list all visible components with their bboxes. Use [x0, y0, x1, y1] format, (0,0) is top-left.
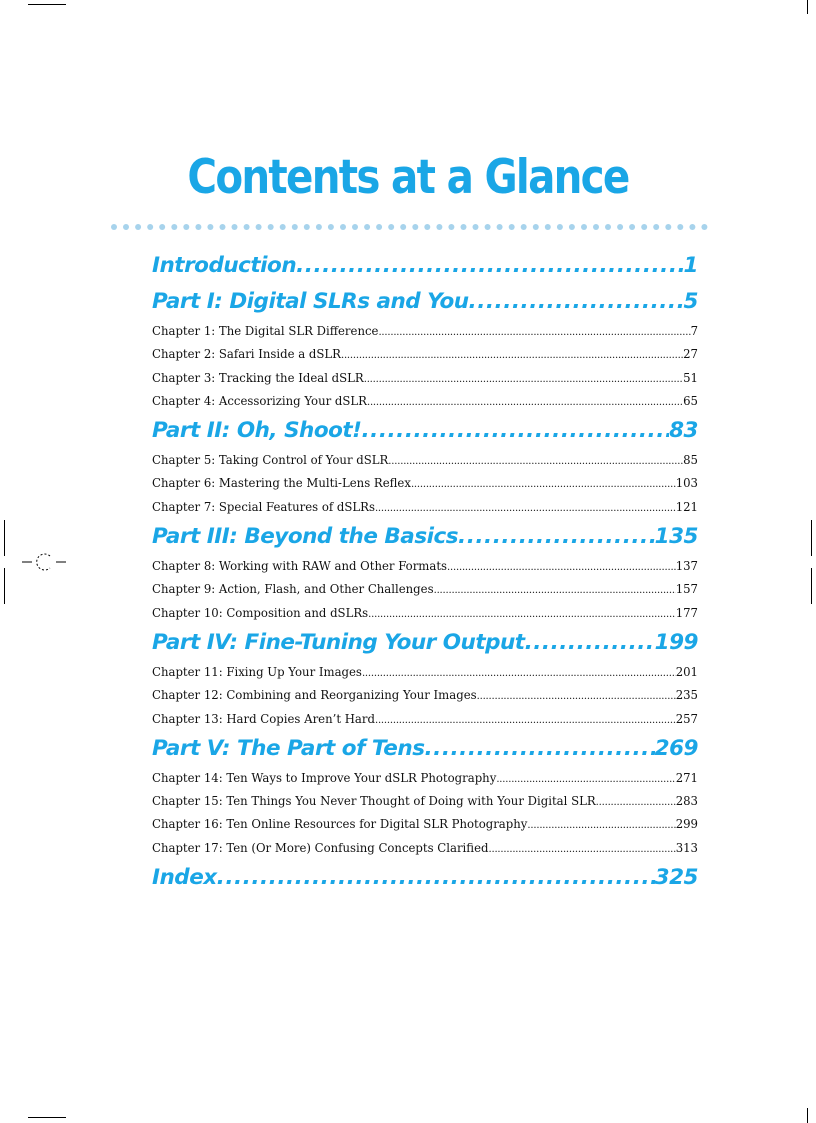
- page-number: 65: [683, 393, 698, 408]
- leader-dots: [458, 519, 655, 555]
- chapter-title: Chapter 9: Action, Flash, and Other Challenges: [152, 582, 434, 597]
- divider-dot: [135, 224, 141, 230]
- divider-dot: [111, 224, 117, 230]
- page-number: 313: [675, 840, 698, 855]
- divider-dot: [352, 224, 358, 230]
- leader-dots: [368, 603, 676, 625]
- registration-mark-icon: [22, 550, 66, 574]
- toc-chapter-entry[interactable]: [152, 790, 698, 813]
- divider-dot: [412, 224, 418, 230]
- crop-mark-right-bottom: [811, 568, 812, 604]
- toc-part-entry[interactable]: [152, 625, 698, 661]
- divider-dot: [220, 224, 226, 230]
- chapter-title: Chapter 1: The Digital SLR Difference: [152, 324, 379, 338]
- toc-part-entry[interactable]: [152, 284, 698, 320]
- leader-dots: [425, 731, 655, 767]
- leader-dots: [488, 838, 675, 860]
- chapter-title: Chapter 3: Tracking the Ideal dSLR: [152, 370, 364, 385]
- chapter-title: Chapter 7: Special Features of dSLRs: [152, 499, 375, 514]
- divider-dot: [617, 224, 623, 230]
- divider-dot: [183, 224, 189, 230]
- page-number: 51: [683, 370, 698, 385]
- divider-dot: [364, 224, 370, 230]
- toc-part-entry[interactable]: [152, 248, 698, 284]
- toc-chapter-entry[interactable]: [152, 661, 698, 684]
- toc-list: [152, 248, 698, 896]
- crop-mark-bottom-right: [807, 1108, 808, 1123]
- divider-dot: [605, 224, 611, 230]
- leader-dots: [596, 791, 676, 813]
- crop-mark-left-top: [4, 520, 5, 556]
- chapter-title: Chapter 13: Hard Copies Aren’t Hard: [152, 711, 375, 726]
- divider-dot: [497, 224, 503, 230]
- toc-chapter-entry[interactable]: [152, 555, 698, 578]
- divider-dot: [171, 224, 177, 230]
- chapter-title: Chapter 17: Ten (Or More) Confusing Concepts Clarified: [152, 840, 489, 855]
- toc-chapter-entry[interactable]: [152, 472, 698, 495]
- chapter-title: Chapter 2: Safari Inside a dSLR: [152, 347, 341, 362]
- divider-dot: [340, 224, 346, 230]
- divider-dot: [485, 224, 491, 230]
- leader-dots: [525, 625, 655, 661]
- part-title: Part IV: Fine-Tuning Your Output: [152, 629, 525, 655]
- page-number: 7: [690, 324, 698, 338]
- toc-chapter-entry[interactable]: [152, 837, 698, 860]
- leader-dots: [375, 497, 676, 519]
- toc-chapter-entry[interactable]: [152, 684, 698, 707]
- page-number: 157: [675, 582, 698, 597]
- leader-dots: [469, 284, 684, 320]
- part-title: Index: [152, 865, 217, 891]
- divider-dot: [473, 224, 479, 230]
- page-number: 269: [654, 735, 698, 761]
- part-title: Part I: Digital SLRs and You: [152, 289, 469, 314]
- page-number: 177: [675, 605, 698, 620]
- chapter-title: Chapter 10: Composition and dSLRs: [152, 605, 369, 620]
- divider-dot: [653, 224, 659, 230]
- toc-chapter-entry[interactable]: [152, 343, 698, 366]
- page-number: 299: [675, 817, 698, 832]
- chapter-title: Chapter 16: Ten Online Resources for Digital SLR Photography: [152, 817, 528, 832]
- page-number: 83: [669, 418, 698, 444]
- leader-dots: [447, 556, 676, 578]
- page-number: 235: [675, 688, 698, 703]
- page-number: 137: [675, 559, 698, 574]
- toc-chapter-entry[interactable]: [152, 708, 698, 731]
- divider-dot: [424, 224, 430, 230]
- divider-dot: [557, 224, 563, 230]
- chapter-title: Chapter 6: Mastering the Multi-Lens Reflex: [152, 476, 411, 491]
- divider-dot: [581, 224, 587, 230]
- chapter-title: Chapter 11: Fixing Up Your Images: [152, 664, 362, 679]
- page-number: 135: [654, 524, 698, 550]
- divider-dot: [256, 224, 262, 230]
- toc-chapter-entry[interactable]: [152, 578, 698, 601]
- divider-dot: [207, 224, 213, 230]
- divider-dot: [244, 224, 250, 230]
- divider-dot: [509, 224, 515, 230]
- divider-dot: [533, 224, 539, 230]
- leader-dots: [411, 473, 676, 495]
- page-number: 283: [675, 794, 698, 809]
- divider-dot: [641, 224, 647, 230]
- page-number: 199: [654, 629, 698, 655]
- page-number: 257: [675, 711, 698, 726]
- part-title: Introduction: [152, 253, 297, 278]
- leader-dots: [496, 768, 675, 790]
- leader-dots: [362, 413, 670, 449]
- crop-mark-top-right: [807, 0, 808, 14]
- crop-mark-left-bottom: [4, 568, 5, 604]
- divider-dot: [629, 224, 635, 230]
- dotted-divider: [0, 220, 816, 234]
- divider-dot: [232, 224, 238, 230]
- part-title: Part V: The Part of Tens: [152, 735, 425, 761]
- page-number: 27: [683, 347, 698, 362]
- leader-dots: [364, 368, 683, 390]
- divider-dot: [292, 224, 298, 230]
- leader-dots: [388, 450, 683, 472]
- page-number: 1: [683, 253, 698, 278]
- divider-dot: [436, 224, 442, 230]
- chapter-title: Chapter 8: Working with RAW and Other Formats: [152, 559, 448, 574]
- divider-dot: [147, 224, 153, 230]
- leader-dots: [434, 579, 676, 601]
- page-number: 5: [683, 289, 698, 314]
- part-title: Part III: Beyond the Basics: [152, 524, 459, 550]
- leader-dots: [296, 248, 683, 284]
- leader-dots: [378, 321, 690, 343]
- divider-dot: [569, 224, 575, 230]
- chapter-title: Chapter 15: Ten Things You Never Thought of Doing with Your Digital SLR: [152, 794, 596, 809]
- divider-dot: [521, 224, 527, 230]
- chapter-title: Chapter 4: Accessorizing Your dSLR: [152, 393, 367, 408]
- toc-part-entry[interactable]: [152, 860, 698, 896]
- divider-dot: [388, 224, 394, 230]
- toc-part-entry[interactable]: [152, 731, 698, 767]
- chapter-title: Chapter 5: Taking Control of Your dSLR: [152, 453, 389, 468]
- divider-dot: [701, 224, 707, 230]
- toc-chapter-entry[interactable]: [152, 390, 698, 413]
- leader-dots: [375, 709, 676, 731]
- page-title: Contents at a Glance: [187, 150, 629, 205]
- crop-mark-top-left: [28, 4, 66, 5]
- leader-dots: [341, 344, 683, 366]
- divider-dot: [328, 224, 334, 230]
- toc-chapter-entry[interactable]: [152, 813, 698, 836]
- toc-chapter-entry[interactable]: [152, 449, 698, 472]
- toc-chapter-entry[interactable]: [152, 367, 698, 390]
- toc-chapter-entry[interactable]: [152, 320, 698, 343]
- divider-dot: [400, 224, 406, 230]
- toc-chapter-entry[interactable]: [152, 767, 698, 790]
- page-number: 325: [654, 865, 698, 891]
- divider-dot: [304, 224, 310, 230]
- divider-dot: [545, 224, 551, 230]
- toc-chapter-entry[interactable]: [152, 602, 698, 625]
- page-number: 201: [675, 664, 698, 679]
- divider-dot: [448, 224, 454, 230]
- divider-dot: [461, 224, 467, 230]
- chapter-title: Chapter 14: Ten Ways to Improve Your dSLR Photography: [152, 770, 497, 785]
- chapter-title: Chapter 12: Combining and Reorganizing Your Images: [152, 688, 477, 703]
- crop-mark-right-top: [811, 520, 812, 556]
- leader-dots: [477, 685, 676, 707]
- divider-dot: [195, 224, 201, 230]
- divider-dot: [123, 224, 129, 230]
- divider-dot: [677, 224, 683, 230]
- divider-dot: [316, 224, 322, 230]
- toc-part-entry[interactable]: [152, 413, 698, 449]
- leader-dots: [367, 391, 683, 413]
- part-title: Part II: Oh, Shoot!: [152, 418, 362, 444]
- divider-dot: [593, 224, 599, 230]
- page-number: 85: [683, 453, 698, 468]
- leader-dots: [217, 860, 655, 896]
- divider-dot: [268, 224, 274, 230]
- divider-dot: [665, 224, 671, 230]
- page-number: 103: [675, 476, 698, 491]
- divider-dot: [376, 224, 382, 230]
- toc-chapter-entry[interactable]: [152, 496, 698, 519]
- page-number: 121: [675, 499, 698, 514]
- divider-dot: [159, 224, 165, 230]
- divider-dot: [280, 224, 286, 230]
- leader-dots: [527, 814, 675, 836]
- page-number: 271: [675, 770, 698, 785]
- leader-dots: [362, 662, 676, 684]
- toc-part-entry[interactable]: [152, 519, 698, 555]
- crop-mark-bottom-left: [28, 1117, 66, 1118]
- divider-dot: [689, 224, 695, 230]
